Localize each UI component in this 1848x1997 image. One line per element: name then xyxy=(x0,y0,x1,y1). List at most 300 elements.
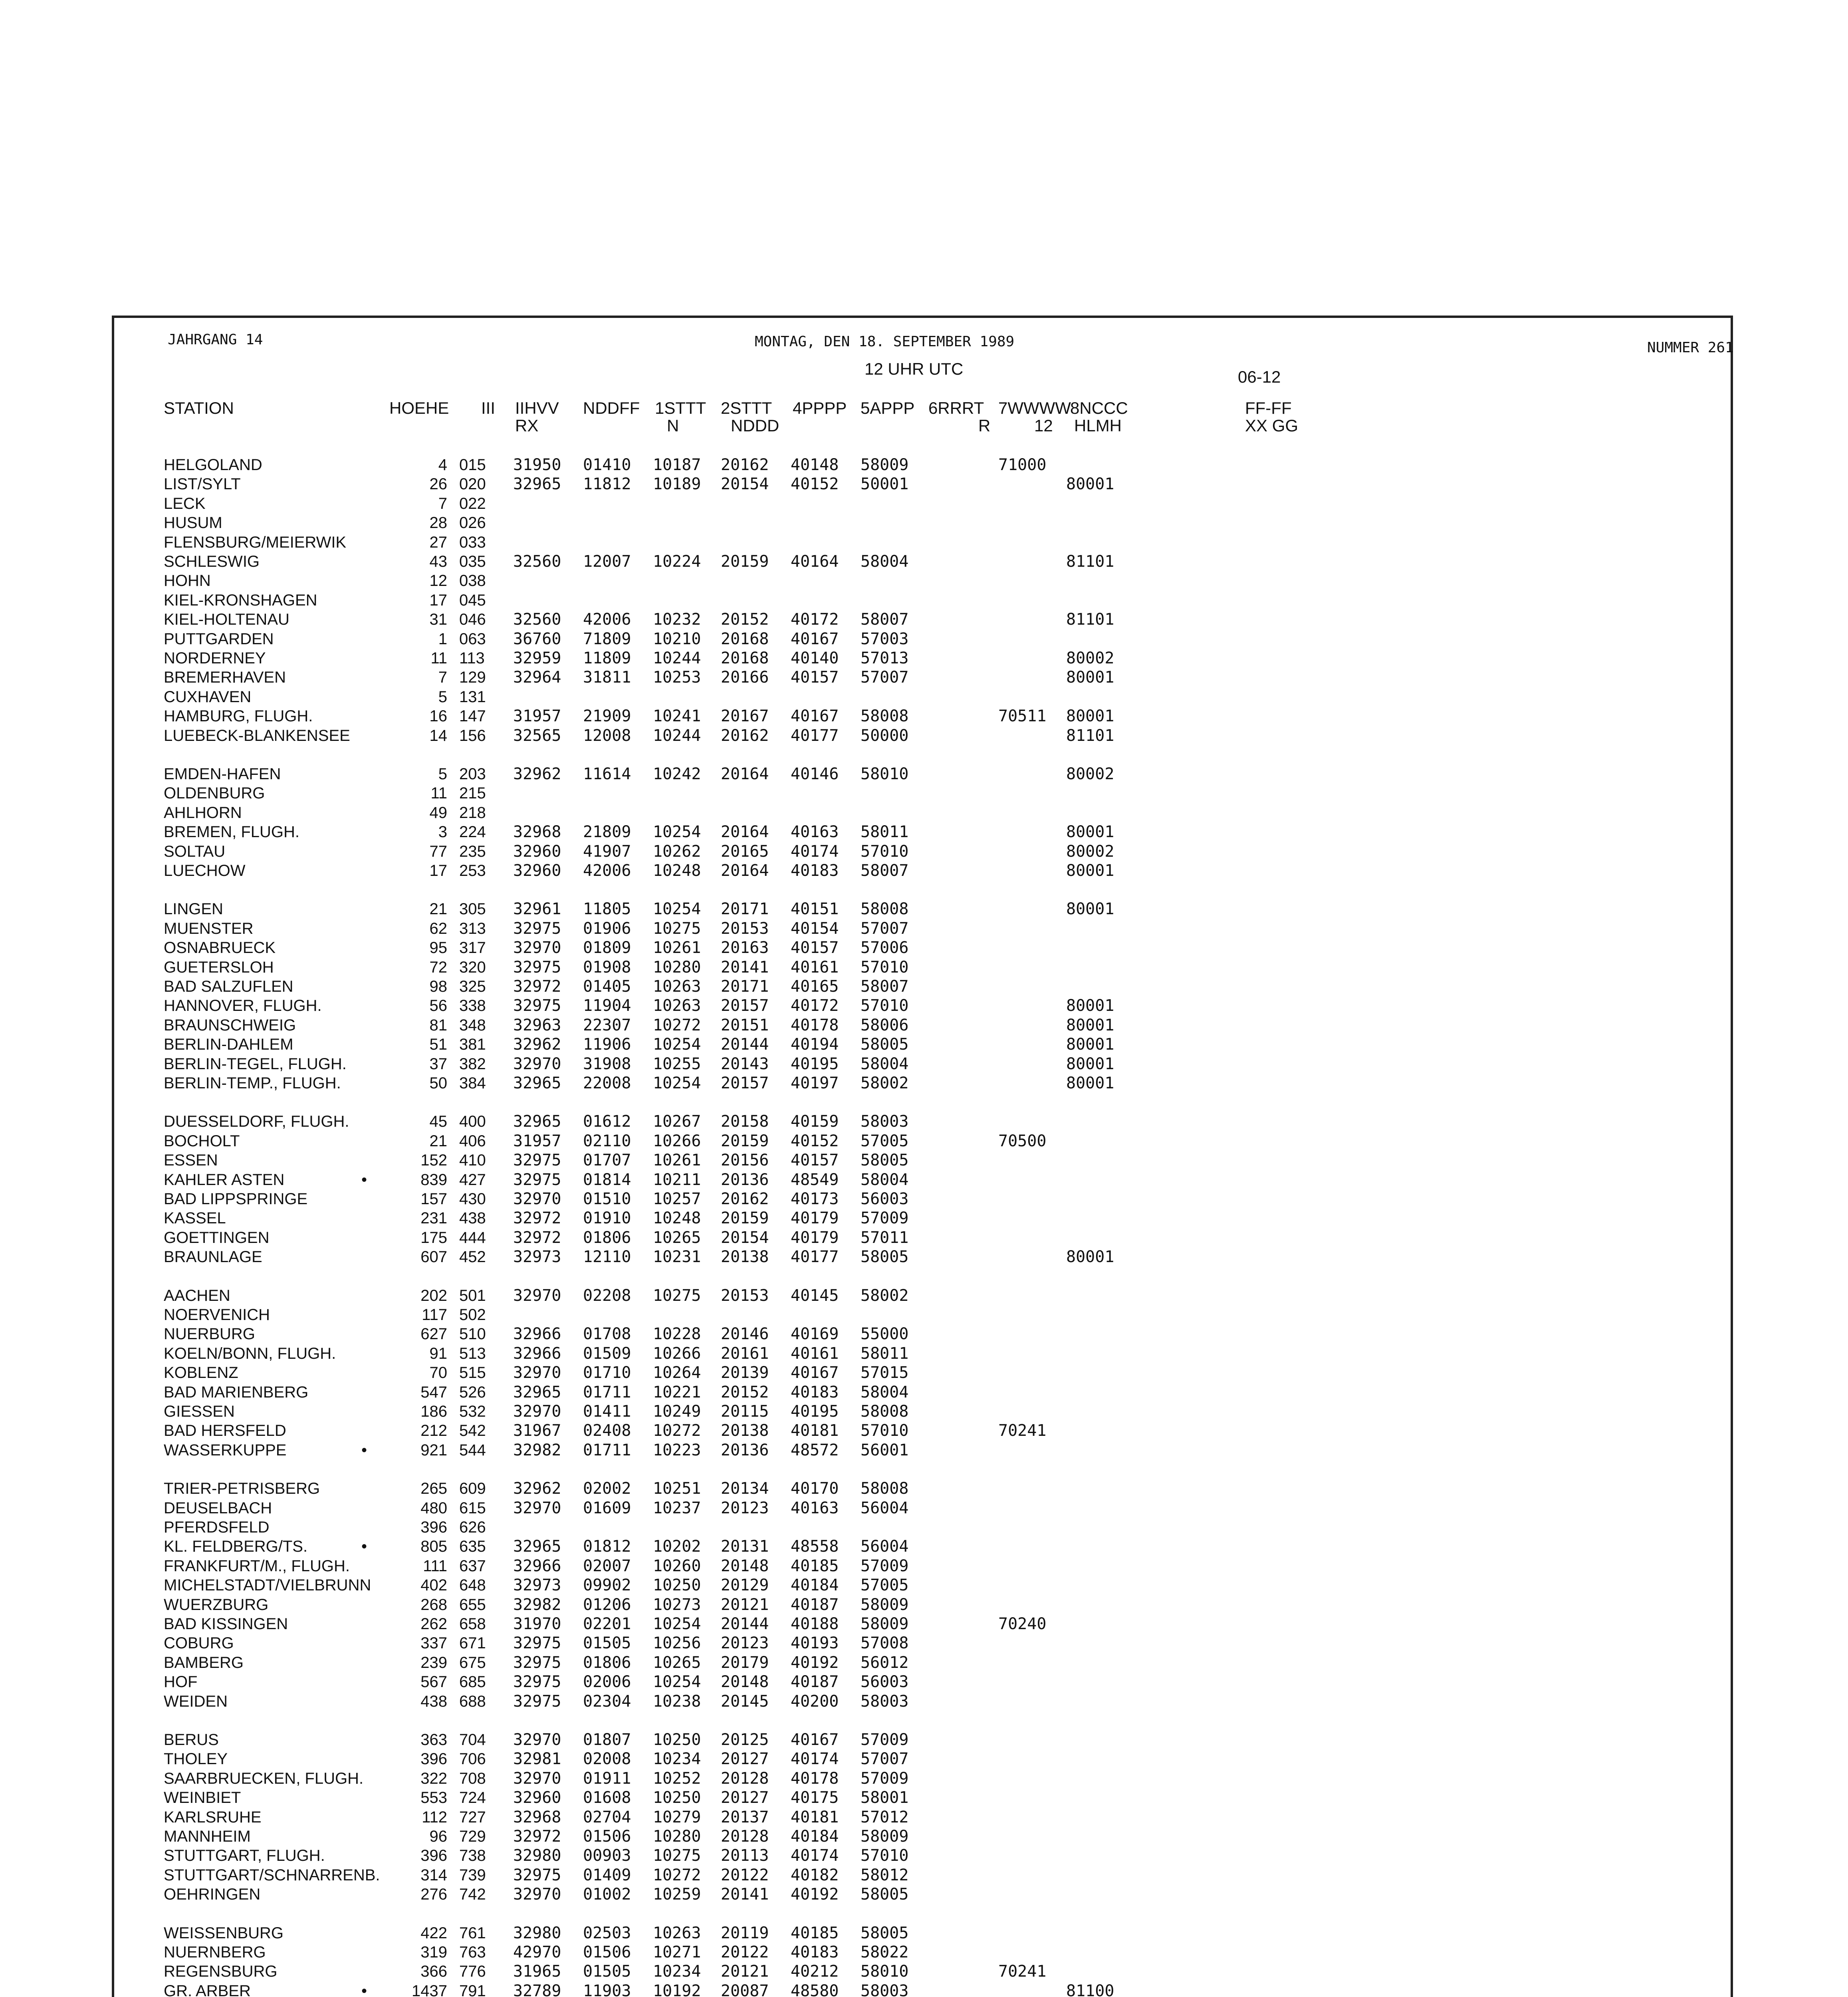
group-nddff: 01910 xyxy=(583,1209,631,1228)
group-1sttt: 10263 xyxy=(653,977,701,996)
station-name: KASSEL xyxy=(164,1209,226,1227)
station-height: 231 xyxy=(420,1209,447,1227)
group-8nccc: 80001 xyxy=(1066,1248,1114,1266)
station-name: GUETERSLOH xyxy=(164,958,274,976)
col-4pppp: 4PPPP xyxy=(793,399,847,417)
group-nddff: 11904 xyxy=(583,997,631,1015)
group-iihvv: 32961 xyxy=(513,900,561,919)
group-iihvv: 32960 xyxy=(513,862,561,880)
group-2sttt: 20171 xyxy=(721,900,769,919)
group-2sttt: 20165 xyxy=(721,842,769,861)
group-nddff: 09902 xyxy=(583,1576,631,1595)
group-4pppp: 40194 xyxy=(791,1035,839,1054)
group-4pppp: 40161 xyxy=(791,958,839,977)
station-height: 402 xyxy=(420,1576,447,1594)
table-row xyxy=(0,1576,1848,1595)
station-height: 322 xyxy=(420,1769,447,1787)
group-2sttt: 20129 xyxy=(721,1576,769,1595)
group-nddff: 01506 xyxy=(583,1827,631,1846)
group-7wwww: 70500 xyxy=(998,1132,1047,1150)
col-station: STATION xyxy=(164,399,234,417)
table-row xyxy=(0,938,1848,957)
col-8nccc: 8NCCC xyxy=(1070,399,1128,417)
table-row xyxy=(0,687,1848,707)
group-5appp: 57010 xyxy=(861,997,909,1015)
station-name: THOLEY xyxy=(164,1750,228,1768)
group-nddff: 71809 xyxy=(583,629,631,648)
group-5appp: 58011 xyxy=(861,823,909,842)
table-row xyxy=(0,1749,1848,1769)
group-2sttt: 20168 xyxy=(721,649,769,667)
group-4pppp: 40185 xyxy=(791,1556,839,1575)
group-1sttt: 10257 xyxy=(653,1190,701,1208)
group-nddff: 21809 xyxy=(583,823,631,842)
station-id: 635 xyxy=(459,1538,486,1556)
group-iihvv: 32975 xyxy=(513,1692,561,1711)
group-2sttt: 20164 xyxy=(721,823,769,842)
station-id: 648 xyxy=(459,1576,486,1594)
group-4pppp: 40185 xyxy=(791,1924,839,1942)
station-name: WEIDEN xyxy=(164,1692,228,1710)
group-2sttt: 20161 xyxy=(721,1344,769,1363)
station-height: 43 xyxy=(429,553,447,570)
station-name: BAD SALZUFLEN xyxy=(164,978,293,995)
group-iihvv: 31957 xyxy=(513,1132,561,1150)
table-row xyxy=(0,1672,1848,1691)
table-row xyxy=(0,1730,1848,1749)
group-4pppp: 40178 xyxy=(791,1769,839,1788)
group-nddff: 01510 xyxy=(583,1190,631,1208)
table-row xyxy=(0,1634,1848,1653)
station-height: 56 xyxy=(429,997,447,1015)
group-iihvv: 32975 xyxy=(513,1866,561,1884)
station-id: 544 xyxy=(459,1441,486,1459)
group-2sttt: 20087 xyxy=(721,1981,769,1997)
group-iihvv: 32982 xyxy=(513,1595,561,1614)
group-iihvv: 32970 xyxy=(513,1731,561,1749)
group-iihvv: 32975 xyxy=(513,1151,561,1170)
table-row xyxy=(0,1344,1848,1363)
group-5appp: 57010 xyxy=(861,1421,909,1440)
station-id: 430 xyxy=(459,1190,486,1208)
table-row xyxy=(0,1614,1848,1634)
group-4pppp: 40193 xyxy=(791,1634,839,1653)
table-row xyxy=(0,1885,1848,1904)
group-nddff: 01411 xyxy=(583,1402,631,1421)
station-height: 14 xyxy=(429,727,447,744)
group-1sttt: 10224 xyxy=(653,552,701,571)
group-iihvv: 31957 xyxy=(513,707,561,726)
group-2sttt: 20128 xyxy=(721,1769,769,1788)
station-height: 98 xyxy=(429,978,447,995)
group-1sttt: 10254 xyxy=(653,1074,701,1092)
group-5appp: 58006 xyxy=(861,1016,909,1034)
group-5appp: 58009 xyxy=(861,456,909,474)
group-2sttt: 20162 xyxy=(721,726,769,745)
station-id: 688 xyxy=(459,1692,486,1710)
station-name: KOBLENZ xyxy=(164,1364,238,1382)
group-1sttt: 10272 xyxy=(653,1016,701,1034)
col-nddff: NDDFF xyxy=(583,399,640,417)
group-1sttt: 10260 xyxy=(653,1556,701,1575)
group-2sttt: 20152 xyxy=(721,1383,769,1401)
station-name: BREMEN, FLUGH. xyxy=(164,823,300,841)
station-name: WEISSENBURG xyxy=(164,1924,284,1942)
group-4pppp: 40172 xyxy=(791,997,839,1015)
station-height: 62 xyxy=(429,919,447,937)
group-5appp: 58003 xyxy=(861,1692,909,1711)
col-6rrrt: 6RRRT xyxy=(928,399,984,417)
group-5appp: 58004 xyxy=(861,1383,909,1401)
table-row xyxy=(0,1827,1848,1846)
group-4pppp: 40167 xyxy=(791,629,839,648)
group-4pppp: 40181 xyxy=(791,1421,839,1440)
table-row xyxy=(0,1421,1848,1440)
station-height: 27 xyxy=(429,533,447,551)
group-1sttt: 10265 xyxy=(653,1653,701,1672)
group-2sttt: 20163 xyxy=(721,939,769,957)
station-name: LECK xyxy=(164,494,206,512)
group-2sttt: 20127 xyxy=(721,1750,769,1769)
group-8nccc: 80002 xyxy=(1066,842,1114,861)
station-height: 112 xyxy=(422,1808,447,1826)
table-row xyxy=(0,1383,1848,1402)
station-name: REGENSBURG xyxy=(164,1963,278,1981)
table-row xyxy=(0,1866,1848,1885)
group-nddff: 01609 xyxy=(583,1499,631,1517)
group-4pppp: 40157 xyxy=(791,1151,839,1170)
station-name: BERLIN-DAHLEM xyxy=(164,1036,293,1054)
station-height: 805 xyxy=(420,1538,447,1556)
group-4pppp: 40183 xyxy=(791,1383,839,1401)
group-8nccc: 81101 xyxy=(1066,610,1114,629)
station-height: 3 xyxy=(438,823,447,841)
station-id: 381 xyxy=(459,1036,486,1054)
group-1sttt: 10249 xyxy=(653,1402,701,1421)
mountain-marker: • xyxy=(361,1538,367,1556)
station-id: 685 xyxy=(459,1673,486,1691)
table-row xyxy=(0,1247,1848,1266)
group-1sttt: 10192 xyxy=(653,1981,701,1997)
group-4pppp: 48558 xyxy=(791,1537,839,1556)
group-5appp: 58007 xyxy=(861,977,909,996)
group-nddff: 21909 xyxy=(583,707,631,726)
station-id: 348 xyxy=(459,1016,486,1034)
station-id: 033 xyxy=(459,533,486,551)
group-nddff: 02110 xyxy=(583,1132,631,1150)
table-row xyxy=(0,1035,1848,1054)
table-row xyxy=(0,455,1848,474)
group-nddff: 11809 xyxy=(583,649,631,667)
station-height: 921 xyxy=(420,1441,447,1459)
station-height: 547 xyxy=(420,1383,447,1401)
station-name: CUXHAVEN xyxy=(164,688,252,706)
group-4pppp: 40140 xyxy=(791,649,839,667)
table-row xyxy=(0,668,1848,687)
station-height: 265 xyxy=(420,1480,447,1498)
issue-number: NUMMER 261 xyxy=(1647,339,1734,356)
group-8nccc: 81101 xyxy=(1066,726,1114,745)
table-row xyxy=(0,707,1848,726)
table-row xyxy=(0,996,1848,1015)
group-5appp: 58002 xyxy=(861,1074,909,1092)
station-height: 96 xyxy=(429,1828,447,1845)
station-height: 91 xyxy=(429,1344,447,1362)
station-name: PFERDSFELD xyxy=(164,1519,270,1536)
station-id: 156 xyxy=(459,727,486,744)
group-4pppp: 40187 xyxy=(791,1673,839,1691)
station-id: 615 xyxy=(459,1499,486,1517)
station-id: 708 xyxy=(459,1769,486,1787)
group-4pppp: 48580 xyxy=(791,1981,839,1997)
group-iihvv: 32960 xyxy=(513,842,561,861)
table-row xyxy=(0,726,1848,745)
group-1sttt: 10266 xyxy=(653,1344,701,1363)
group-nddff: 12007 xyxy=(583,552,631,571)
station-height: 480 xyxy=(420,1499,447,1517)
group-5appp: 58010 xyxy=(861,1962,909,1981)
group-2sttt: 20121 xyxy=(721,1595,769,1614)
group-1sttt: 10254 xyxy=(653,1673,701,1691)
group-5appp: 58009 xyxy=(861,1615,909,1633)
station-height: 396 xyxy=(420,1519,447,1536)
table-row xyxy=(0,822,1848,842)
table-row xyxy=(0,1441,1848,1460)
table-row xyxy=(0,1808,1848,1827)
group-nddff: 01707 xyxy=(583,1151,631,1170)
group-4pppp: 40165 xyxy=(791,977,839,996)
station-height: 366 xyxy=(420,1963,447,1981)
group-2sttt: 20141 xyxy=(721,958,769,977)
station-height: 396 xyxy=(420,1847,447,1865)
group-5appp: 57007 xyxy=(861,1750,909,1769)
group-1sttt: 10223 xyxy=(653,1441,701,1459)
col-hoehe: HOEHE xyxy=(389,399,449,417)
group-8nccc: 80002 xyxy=(1066,649,1114,667)
station-height: 50 xyxy=(429,1074,447,1092)
group-1sttt: 10259 xyxy=(653,1885,701,1904)
station-height: 627 xyxy=(420,1325,447,1343)
group-nddff: 01711 xyxy=(583,1441,631,1459)
group-iihvv: 32965 xyxy=(513,1112,561,1131)
table-row xyxy=(0,1151,1848,1170)
table-row xyxy=(0,1653,1848,1672)
group-5appp: 58007 xyxy=(861,862,909,880)
table-row xyxy=(0,977,1848,996)
group-nddff: 02408 xyxy=(583,1421,631,1440)
col-n: N xyxy=(667,416,679,435)
group-5appp: 56003 xyxy=(861,1190,909,1208)
group-nddff: 01812 xyxy=(583,1537,631,1556)
group-nddff: 31908 xyxy=(583,1054,631,1073)
group-5appp: 58002 xyxy=(861,1286,909,1305)
col-7wwww: 7WWWW xyxy=(998,399,1071,417)
station-height: 17 xyxy=(429,591,447,609)
group-8nccc: 81101 xyxy=(1066,552,1114,571)
group-7wwww: 70240 xyxy=(998,1615,1047,1633)
group-iihvv: 32973 xyxy=(513,1248,561,1266)
group-2sttt: 20156 xyxy=(721,1151,769,1170)
group-1sttt: 10262 xyxy=(653,842,701,861)
group-nddff: 02208 xyxy=(583,1286,631,1305)
group-5appp: 56012 xyxy=(861,1653,909,1672)
station-id: 305 xyxy=(459,900,486,918)
group-iihvv: 42970 xyxy=(513,1943,561,1961)
table-row xyxy=(0,861,1848,880)
group-2sttt: 20138 xyxy=(721,1421,769,1440)
group-iihvv: 32565 xyxy=(513,726,561,745)
station-name: SCHLESWIG xyxy=(164,553,260,570)
station-name: GOETTINGEN xyxy=(164,1229,270,1247)
group-4pppp: 40174 xyxy=(791,1846,839,1865)
group-1sttt: 10228 xyxy=(653,1325,701,1344)
station-id: 655 xyxy=(459,1596,486,1614)
station-id: 501 xyxy=(459,1286,486,1304)
group-5appp: 57006 xyxy=(861,939,909,957)
group-1sttt: 10266 xyxy=(653,1132,701,1150)
station-id: 791 xyxy=(459,1982,486,1997)
station-name: KIEL-KRONSHAGEN xyxy=(164,591,317,609)
group-iihvv: 32980 xyxy=(513,1846,561,1865)
station-height: 111 xyxy=(423,1557,447,1575)
group-4pppp: 40175 xyxy=(791,1789,839,1807)
station-name: LINGEN xyxy=(164,900,223,918)
group-iihvv: 32963 xyxy=(513,1016,561,1034)
station-height: 337 xyxy=(420,1634,447,1652)
station-name: NUERNBERG xyxy=(164,1943,266,1961)
group-2sttt: 20121 xyxy=(721,1962,769,1981)
table-row xyxy=(0,1981,1848,1997)
group-5appp: 58007 xyxy=(861,610,909,629)
group-5appp: 57007 xyxy=(861,919,909,938)
group-iihvv: 32968 xyxy=(513,823,561,842)
group-1sttt: 10267 xyxy=(653,1112,701,1131)
group-1sttt: 10271 xyxy=(653,1943,701,1961)
station-height: 422 xyxy=(420,1924,447,1942)
group-4pppp: 40195 xyxy=(791,1054,839,1073)
station-id: 738 xyxy=(459,1847,486,1865)
group-1sttt: 10254 xyxy=(653,1615,701,1633)
table-row xyxy=(0,552,1848,571)
group-iihvv: 32962 xyxy=(513,1479,561,1498)
group-nddff: 31811 xyxy=(583,668,631,687)
station-height: 186 xyxy=(420,1403,447,1420)
table-row xyxy=(0,1924,1848,1943)
group-iihvv: 32962 xyxy=(513,765,561,783)
group-iihvv: 32966 xyxy=(513,1556,561,1575)
station-height: 607 xyxy=(420,1248,447,1266)
table-row xyxy=(0,629,1848,649)
group-1sttt: 10255 xyxy=(653,1054,701,1073)
group-5appp: 57005 xyxy=(861,1576,909,1595)
station-id: 129 xyxy=(459,669,486,687)
group-4pppp: 40145 xyxy=(791,1286,839,1305)
station-id: 022 xyxy=(459,494,486,512)
group-5appp: 58022 xyxy=(861,1943,909,1961)
table-row xyxy=(0,649,1848,668)
group-2sttt: 20143 xyxy=(721,1054,769,1073)
group-iihvv: 31970 xyxy=(513,1615,561,1633)
group-2sttt: 20138 xyxy=(721,1248,769,1266)
group-1sttt: 10237 xyxy=(653,1499,701,1517)
station-name: KIEL-HOLTENAU xyxy=(164,611,289,629)
col-5appp: 5APPP xyxy=(861,399,915,417)
station-id: 015 xyxy=(459,456,486,474)
station-height: 175 xyxy=(420,1229,447,1247)
group-4pppp: 40163 xyxy=(791,1499,839,1517)
group-4pppp: 40163 xyxy=(791,823,839,842)
group-2sttt: 20154 xyxy=(721,475,769,494)
station-height: 1437 xyxy=(412,1982,447,1997)
group-4pppp: 40157 xyxy=(791,668,839,687)
group-1sttt: 10251 xyxy=(653,1479,701,1498)
station-height: 4 xyxy=(438,456,447,474)
station-height: 117 xyxy=(422,1306,447,1324)
group-4pppp: 40192 xyxy=(791,1885,839,1904)
group-nddff: 01612 xyxy=(583,1112,631,1131)
group-nddff: 01908 xyxy=(583,958,631,977)
station-id: 515 xyxy=(459,1364,486,1382)
group-4pppp: 40187 xyxy=(791,1595,839,1614)
group-nddff: 01608 xyxy=(583,1789,631,1807)
group-1sttt: 10211 xyxy=(653,1170,701,1189)
group-8nccc: 80001 xyxy=(1066,1016,1114,1034)
group-1sttt: 10250 xyxy=(653,1731,701,1749)
station-name: MICHELSTADT/VIELBRUNN xyxy=(164,1576,371,1594)
table-row xyxy=(0,1556,1848,1576)
group-2sttt: 20127 xyxy=(721,1789,769,1807)
group-4pppp: 40167 xyxy=(791,707,839,726)
group-iihvv: 32789 xyxy=(513,1981,561,1997)
group-1sttt: 10234 xyxy=(653,1750,701,1769)
group-iihvv: 32972 xyxy=(513,1209,561,1228)
table-row xyxy=(0,1962,1848,1981)
group-8nccc: 80002 xyxy=(1066,765,1114,783)
station-height: 268 xyxy=(420,1596,447,1614)
table-row xyxy=(0,1074,1848,1093)
group-8nccc: 80001 xyxy=(1066,900,1114,919)
group-nddff: 01509 xyxy=(583,1344,631,1363)
group-iihvv: 32972 xyxy=(513,1827,561,1846)
group-4pppp: 40170 xyxy=(791,1479,839,1498)
group-5appp: 57009 xyxy=(861,1209,909,1228)
table-row xyxy=(0,1846,1848,1865)
group-2sttt: 20144 xyxy=(721,1615,769,1633)
station-id: 035 xyxy=(459,553,486,570)
table-row xyxy=(0,1479,1848,1498)
group-5appp: 58005 xyxy=(861,1035,909,1054)
station-name: BAMBERG xyxy=(164,1654,244,1671)
group-nddff: 01906 xyxy=(583,919,631,938)
station-id: 045 xyxy=(459,591,486,609)
group-2sttt: 20128 xyxy=(721,1827,769,1846)
station-height: 262 xyxy=(420,1615,447,1633)
group-2sttt: 20164 xyxy=(721,765,769,783)
group-iihvv: 31965 xyxy=(513,1962,561,1981)
group-nddff: 41907 xyxy=(583,842,631,861)
table-row xyxy=(0,1170,1848,1189)
group-2sttt: 20159 xyxy=(721,1209,769,1228)
group-5appp: 58008 xyxy=(861,1402,909,1421)
station-id: 671 xyxy=(459,1634,486,1652)
group-nddff: 00903 xyxy=(583,1846,631,1865)
station-height: 212 xyxy=(420,1422,447,1440)
group-iihvv: 32972 xyxy=(513,1228,561,1247)
group-4pppp: 40200 xyxy=(791,1692,839,1711)
group-5appp: 56004 xyxy=(861,1499,909,1517)
group-nddff: 42006 xyxy=(583,610,631,629)
group-5appp: 57005 xyxy=(861,1132,909,1150)
